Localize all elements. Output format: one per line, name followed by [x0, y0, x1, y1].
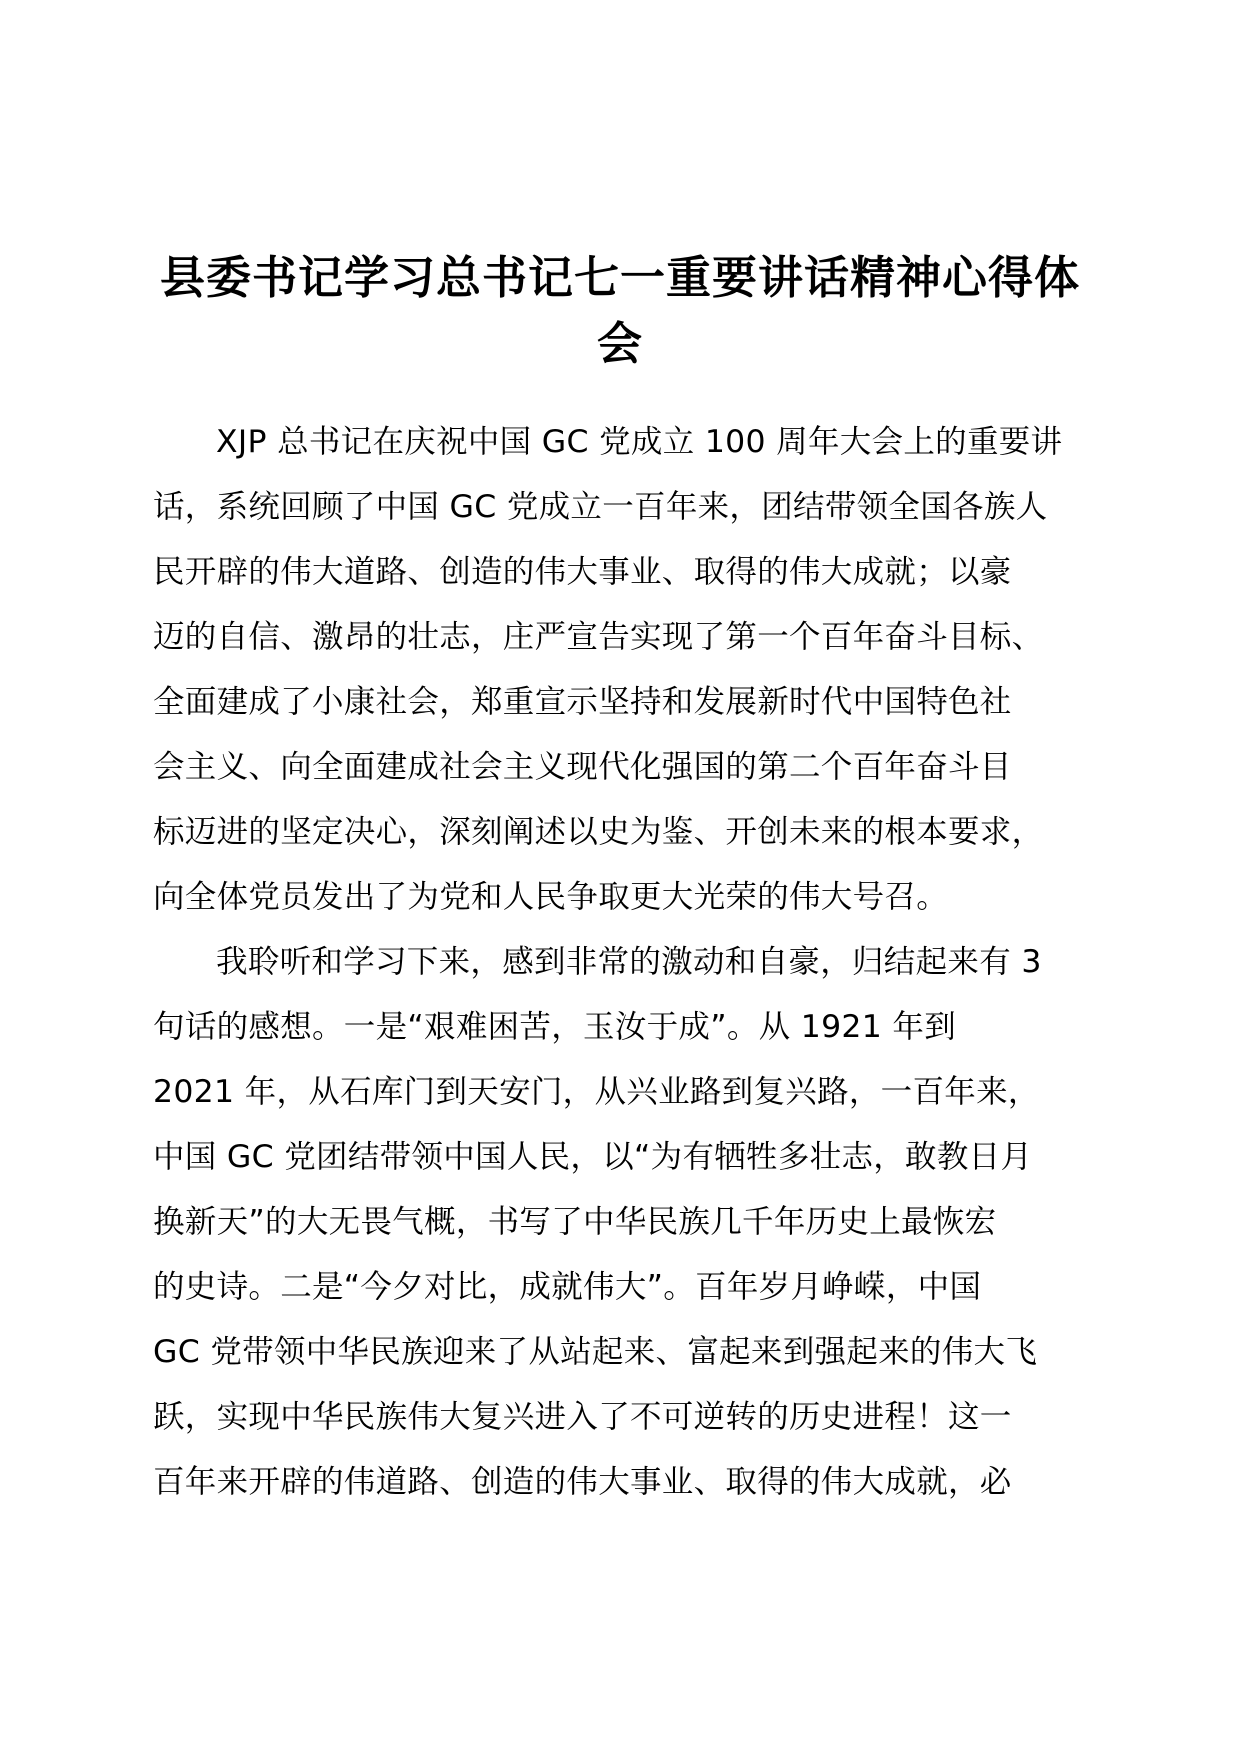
- paragraph-line: 换新天”的大无畏气概，书写了中华民族几千年历史上最恢宏: [153, 1204, 997, 1240]
- paragraph-line: XJP 总书记在庆祝中国 GC 党成立 100 周年大会上的重要讲: [216, 424, 1063, 460]
- document-body: [153, 410, 1088, 1515]
- paragraph-line: 2021 年，从石库门到天安门，从兴业路到复兴路，一百年来，: [153, 1074, 1040, 1110]
- paragraph-line: 会主义、向全面建成社会主义现代化强国的第二个百年奋斗目: [153, 749, 1012, 785]
- page-title: [150, 245, 1090, 377]
- paragraph-line: 民开辟的伟大道路、创造的伟大事业、取得的伟大成就；以豪: [153, 554, 1012, 590]
- paragraph-line: GC 党带领中华民族迎来了从站起来、富起来到强起来的伟大飞: [153, 1334, 1038, 1370]
- paragraph-line: 句话的感想。一是“艰难困苦，玉汝于成”。从 1921 年到: [153, 1009, 957, 1045]
- paragraph: [153, 410, 1088, 930]
- paragraph-line: 中国 GC 党团结带领中国人民，以“为有牺牲多壮志，敢教日月: [153, 1139, 1033, 1175]
- title-line: 县委书记学习总书记七一重要讲话精神心得体: [159, 251, 1080, 304]
- paragraph: [153, 930, 1088, 1515]
- title-line: 会: [596, 317, 643, 370]
- paragraph-line: 话，系统回顾了中国 GC 党成立一百年来，团结带领全国各族人: [153, 489, 1048, 525]
- paragraph-line: 的史诗。二是“今夕对比，成就伟大”。百年岁月峥嵘，中国: [153, 1269, 982, 1305]
- paragraph-line: 我聆听和学习下来，感到非常的激动和自豪，归结起来有 3: [216, 944, 1042, 980]
- paragraph-line: 标迈进的坚定决心，深刻阐述以史为鉴、开创未来的根本要求，: [153, 814, 1044, 850]
- paragraph-line: 全面建成了小康社会，郑重宣示坚持和发展新时代中国特色社: [153, 684, 1012, 720]
- paragraph-line: 跃，实现中华民族伟大复兴进入了不可逆转的历史进程！这一: [153, 1399, 1012, 1435]
- paragraph-line: 百年来开辟的伟道路、创造的伟大事业、取得的伟大成就，必: [153, 1464, 1012, 1500]
- paragraph-line: 向全体党员发出了为党和人民争取更大光荣的伟大号召。: [153, 879, 949, 915]
- paragraph-line: 迈的自信、激昂的壮志，庄严宣告实现了第一个百年奋斗目标、: [153, 619, 1044, 655]
